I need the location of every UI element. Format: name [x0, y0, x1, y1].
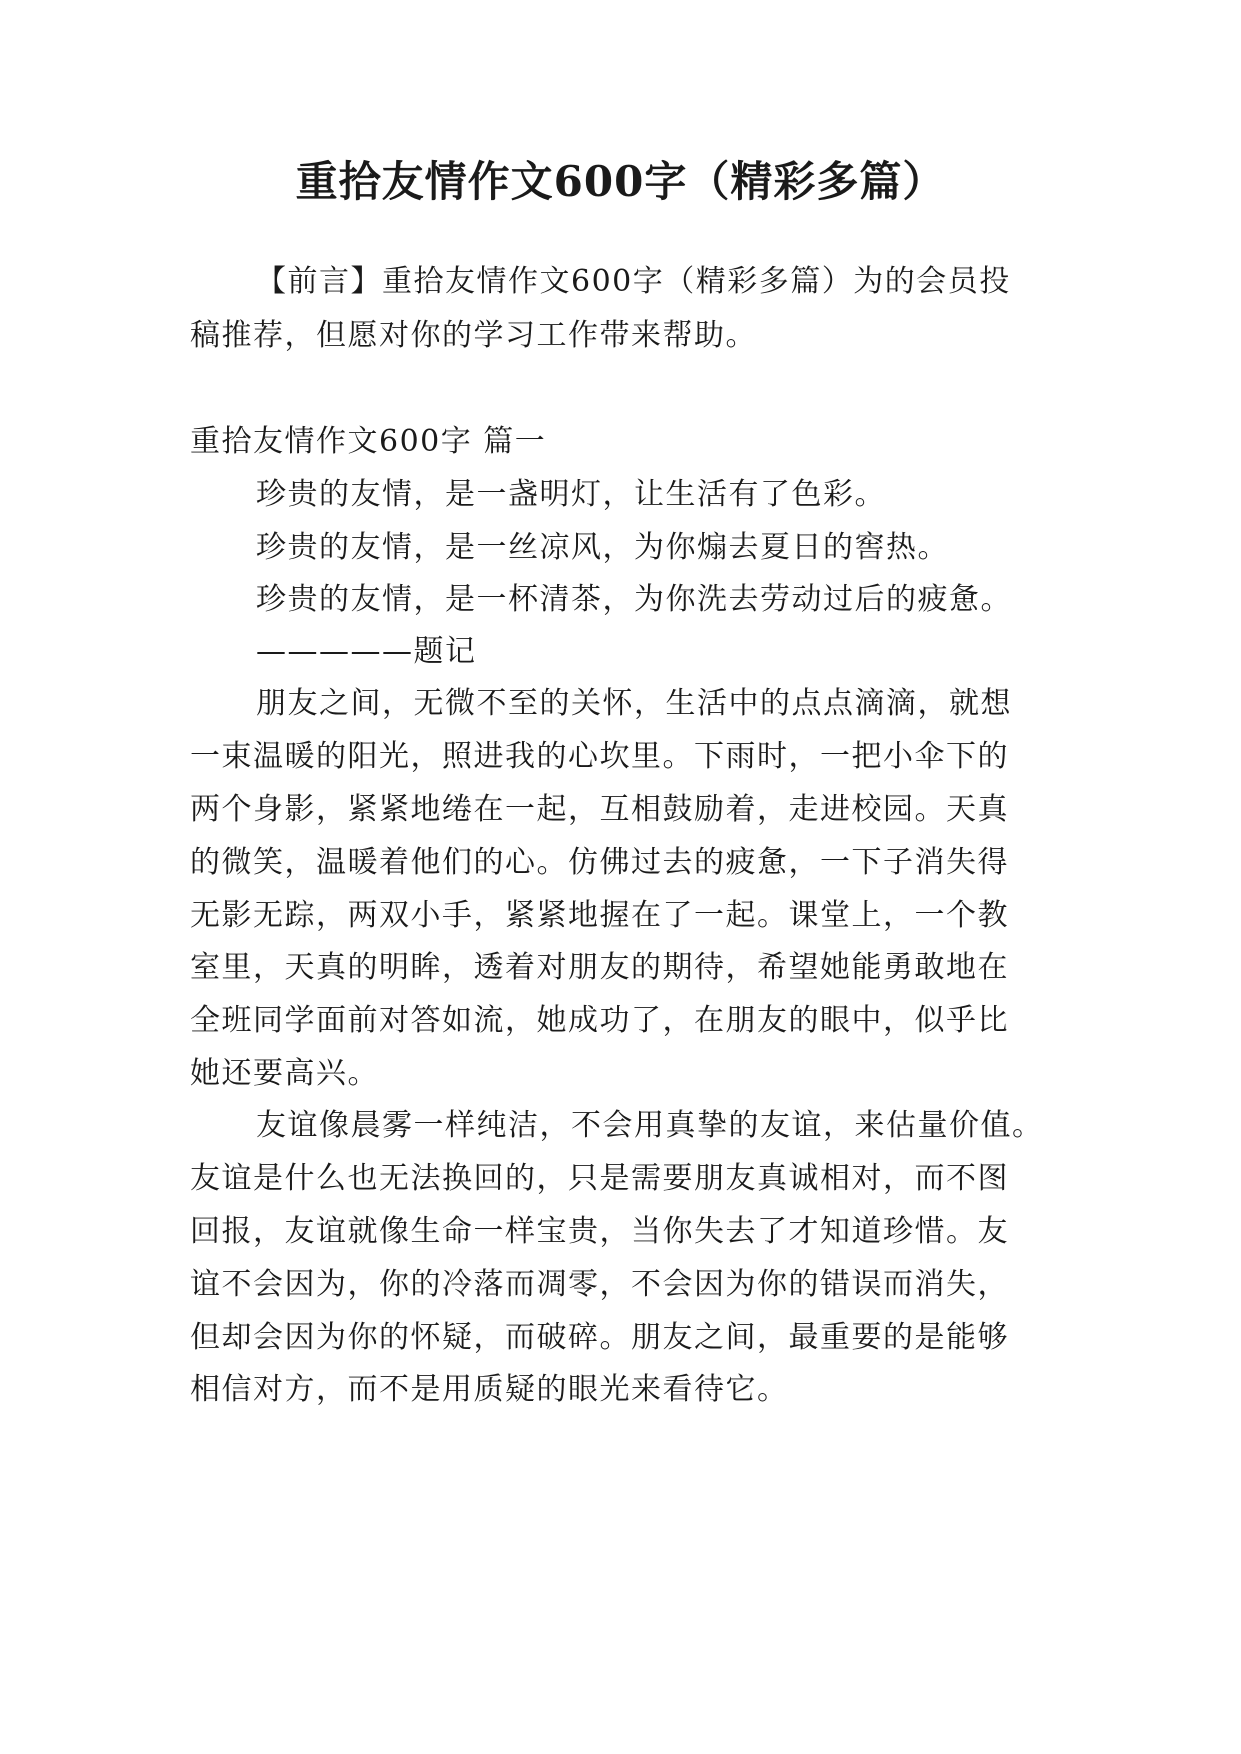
paragraph1-line-2: 一束温暖的阳光，照进我的心坎里。下雨时，一把小伞下的 [190, 739, 1009, 774]
paragraph2-line-4: 谊不会因为，你的冷落而凋零，不会因为你的错误而消失， [190, 1267, 1009, 1302]
paragraph1-line-6: 室里，天真的明眸，透着对朋友的期待，希望她能勇敢地在 [190, 950, 1009, 985]
document-title: 重拾友情作文600字（精彩多篇） [295, 157, 946, 206]
paragraph2-line-6: 相信对方，而不是用质疑的眼光来看待它。 [190, 1372, 789, 1407]
paragraph2-line-1: 友谊像晨雾一样纯洁，不会用真挚的友谊，来估量价值。 [256, 1108, 1044, 1143]
paragraph1-line-5: 无影无踪，两双小手，紧紧地握在了一起。课堂上，一个教 [190, 898, 1009, 933]
paragraph1-line-8: 她还要高兴。 [190, 1056, 379, 1091]
paragraph2-line-3: 回报，友谊就像生命一样宝贵，当你失去了才知道珍惜。友 [190, 1214, 1009, 1249]
paragraph1-line-7: 全班同学面前对答如流，她成功了，在朋友的眼中，似乎比 [190, 1003, 1009, 1038]
preface-line-1: 【前言】重拾友情作文600字（精彩多篇）为的会员投 [256, 264, 1011, 299]
epigraph-line-3: 珍贵的友情，是一杯清茶，为你洗去劳动过后的疲惫。 [256, 582, 1012, 617]
section-heading: 重拾友情作文600字 篇一 [190, 424, 547, 459]
paragraph1-line-1: 朋友之间，无微不至的关怀，生活中的点点滴滴，就想 [256, 686, 1012, 721]
preface-line-2: 稿推荐，但愿对你的学习工作带来帮助。 [190, 318, 757, 353]
paragraph1-line-4: 的微笑，温暖着他们的心。仿佛过去的疲惫，一下子消失得 [190, 845, 1009, 880]
paragraph2-line-5: 但却会因为你的怀疑，而破碎。朋友之间，最重要的是能够 [190, 1320, 1009, 1355]
epigraph-line-1: 珍贵的友情，是一盏明灯，让生活有了色彩。 [256, 477, 886, 512]
epigraph-line-2: 珍贵的友情，是一丝凉风，为你煽去夏日的窖热。 [256, 530, 949, 565]
paragraph1-line-3: 两个身影，紧紧地绻在一起，互相鼓励着，走进校园。天真 [190, 792, 1009, 827]
paragraph2-line-2: 友谊是什么也无法换回的，只是需要朋友真诚相对，而不图 [190, 1161, 1009, 1196]
epigraph-attribution: —————题记 [256, 634, 477, 669]
